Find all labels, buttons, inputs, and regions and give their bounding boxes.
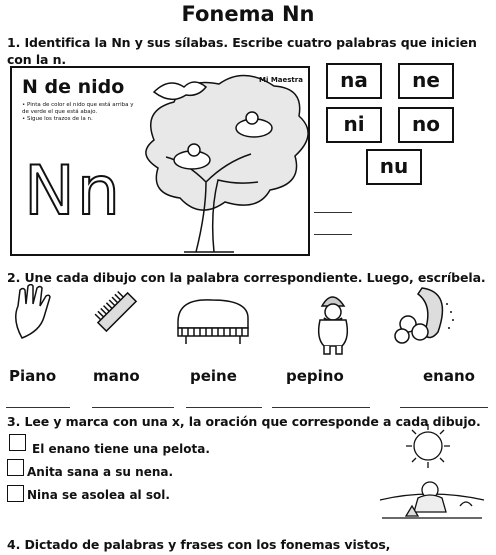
question-4: 4. Dictado de palabras y frases con los fonemas vistos, [7,537,391,552]
question-2: 2. Une cada dibujo con la palabra correspondiente. Luego, escríbela. [7,270,486,285]
write-line-1[interactable] [314,212,352,213]
syllable-ne: ne [398,63,454,99]
syllable-no: no [398,107,454,143]
answer-line-2[interactable] [92,407,174,408]
card-instruction-2: • Sigue los trazos de la n. [22,116,93,122]
word-enano: enano [423,367,475,385]
answer-line-5[interactable] [400,407,488,408]
card-instructions [22,102,140,123]
question-1: 1. Identifica la Nn y sus sílabas. Escribe cuatro palabras que inicien con la n. [7,35,477,67]
answer-line-4[interactable] [272,407,370,408]
big-nn-letters: Nn [24,152,122,231]
beach-sun-illustration [376,420,488,528]
piano-icon [172,292,252,346]
bean-pod-icon [392,284,468,348]
syllable-na: na [326,63,382,99]
syllable-nu: nu [366,149,422,185]
card-title: N de nido [22,76,125,98]
syllable-ni: ni [326,107,382,143]
word-pepino: pepino [286,367,344,385]
word-mano: mano [93,367,140,385]
card-instruction-1: • Pinta de color el nido que está arriba y de verde el que está abajo. [22,102,134,115]
page-title: Fonema Nn [181,2,315,26]
question-3: 3. Lee y marca con una x, la oración que corresponde a cada dibujo. [7,414,481,429]
option-3-text: Nina se asolea al sol. [27,488,170,502]
tree-nest-illustration [134,70,310,254]
nido-card [10,66,310,256]
write-line-2[interactable] [314,234,352,235]
logo-text: Mi Maestra [259,76,303,84]
checkbox-option-1[interactable] [9,434,26,451]
checkbox-option-3[interactable] [7,485,24,502]
option-1-text: El enano tiene una pelota. [32,442,210,456]
dwarf-icon [308,288,358,356]
option-2-text: Anita sana a su nena. [27,465,174,479]
checkbox-option-2[interactable] [7,459,24,476]
comb-icon [92,288,142,336]
word-peine: peine [190,367,237,385]
hand-icon [8,284,64,340]
answer-line-1[interactable] [6,407,70,408]
answer-line-3[interactable] [186,407,262,408]
word-piano: Piano [9,367,57,385]
